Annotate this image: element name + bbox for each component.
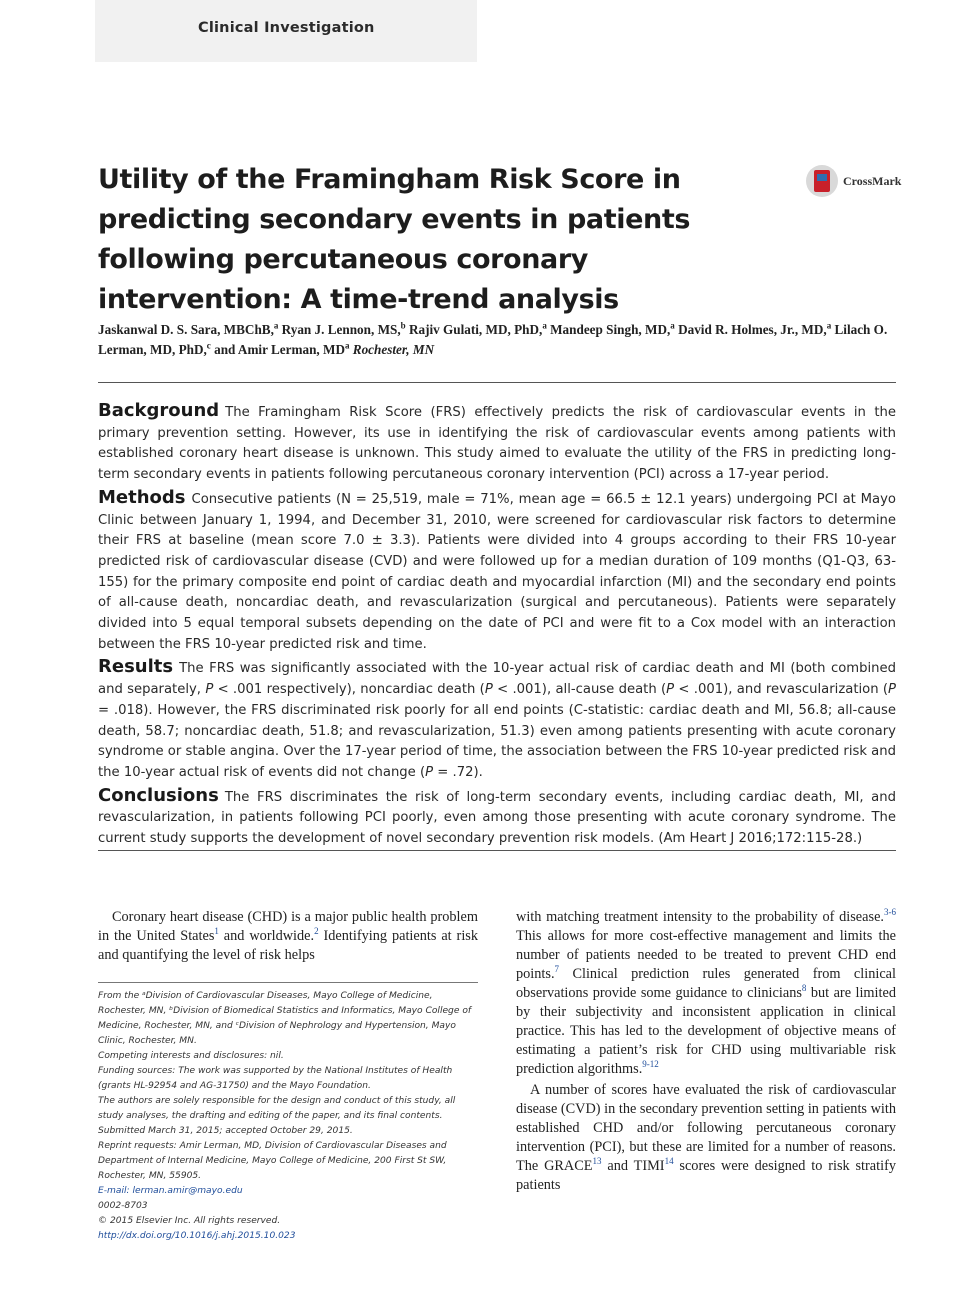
- reference-link[interactable]: 13: [592, 1156, 602, 1167]
- section-label: Clinical Investigation: [198, 20, 375, 36]
- body-column-right: [516, 908, 896, 1195]
- p-value-symbol: P: [666, 682, 675, 698]
- results-text: = .018). However, the FRS discriminated risk poorly for all end points (C-statistic: cardiac death and MI, 56.8; all-cause death, 58.7; noncardiac death, 51.8; and revascularization, 51.3) even among patients presenting with acute coronary syndrome or stable angina. Over the 17-year period of time, the association between the FRS 10-year predicted risk and the 10-year actual risk of events did not change (: [98, 702, 896, 780]
- abstract-top-rule: [98, 382, 896, 383]
- results-text: < .001 respectively), noncardiac death (: [217, 682, 485, 698]
- abstract-background: [98, 401, 896, 486]
- abstract-methods: [98, 488, 896, 656]
- crossmark-icon: [806, 165, 838, 197]
- body-text: A number of scores have evaluated the risk of cardiovascular disease (CVD) in the secondary prevention setting in patients with established CHD and/or following percutaneous coronary intervention (PCI), but these are limited for a number of reasons. The GRACE: [516, 1082, 896, 1174]
- results-text: The FRS was significantly associated with the 10-year actual risk of cardiac death and MI (both combined and separately,: [98, 661, 896, 698]
- abstract-bottom-rule: [98, 850, 896, 851]
- abstract-results: [98, 657, 896, 783]
- body-column-left: [98, 908, 478, 965]
- methods-heading: Methods: [98, 486, 186, 508]
- affiliation-mark: b: [400, 320, 406, 331]
- body-paragraph: [98, 908, 478, 965]
- author-list: [98, 320, 898, 360]
- footnote-responsibility: The authors are solely responsible for the design and conduct of this study, all study analyses, the drafting and editing of the paper, and its final contents.: [98, 1096, 456, 1121]
- results-heading: Results: [98, 656, 174, 678]
- body-text: Clinical prediction rules generated from clinical observations provide some guidance to clinicians: [516, 966, 896, 1001]
- methods-text: Consecutive patients (N = 25,519, male = 71%, mean age = 66.5 ± 12.1 years) undergoing PCI at Mayo Clinic between January 1, 1994, and December 31, 2010, were screened for cardiovascular risk factors to determine their FRS at baseline (mean score 7.0 ± 3.3). Patients were divided into 4 groups according to their FRS 10-year predicted risk of cardiovascular disease (CVD) and were followed up for a median duration of 109 months (Q1-Q3, 63-155) for the primary composite end point of cardiac death and myocardial infarction (MI) and the secondary end points of all-cause death, noncardiac death, and revascularization (surgical and percutaneous). Patients were separately divided into 5 equal temporal subsets depending on the date of PCI and were fit to a Cox model with an interaction between the FRS 10-year predicted risk and time.: [98, 491, 896, 652]
- body-text: Coronary heart disease (CHD) is a major public health problem in the United States: [98, 909, 478, 944]
- reference-link[interactable]: 9-12: [642, 1059, 659, 1070]
- crossmark-badge[interactable]: [806, 165, 902, 197]
- p-value-symbol: P: [205, 682, 214, 698]
- abstract: [98, 401, 896, 850]
- reference-link[interactable]: 1: [214, 926, 219, 937]
- reference-link[interactable]: 8: [801, 983, 807, 994]
- body-text: Identifying patients at risk and quantifying the level of risk helps: [98, 928, 479, 963]
- author-name: Ryan J. Lennon, MS,: [281, 322, 401, 337]
- article-title: Utility of the Framingham Risk Score in predicting secondary events in patients following percutaneous coronary intervention: A time-trend analysis: [98, 164, 690, 315]
- body-paragraph: [516, 1081, 896, 1195]
- affiliation-mark: a: [345, 340, 350, 351]
- conclusions-text: The FRS discriminates the risk of long-term secondary events, including cardiac death, MI, and revascularization, in patients following PCI poorly, even among those presenting with acute coronary syndrome. The current study supports the development of novel secondary prevention risk models. (Am Heart J 2016;172:115-28.): [98, 789, 896, 847]
- conclusions-heading: Conclusions: [98, 784, 219, 806]
- footnote-doi-link[interactable]: http://dx.doi.org/10.1016/j.ahj.2015.10.023: [98, 1231, 296, 1241]
- body-text: but are limited by their subjectivity and inconsistent application in clinical practice. This has led to the development of objective means of estimating a patient’s risk for CHD using multivariable risk prediction algorithms.: [516, 985, 896, 1077]
- affiliation-mark: c: [206, 340, 211, 351]
- p-value-symbol: P: [484, 682, 493, 698]
- author-location: Rochester, MN: [352, 342, 435, 357]
- body-paragraph: [516, 908, 896, 1079]
- p-value-symbol: P: [888, 682, 896, 698]
- author-name: and Amir Lerman, MD: [214, 342, 345, 357]
- background-heading: Background: [98, 400, 220, 421]
- author-name: Rajiv Gulati, MD, PhD,: [408, 322, 543, 337]
- reference-link[interactable]: 7: [554, 964, 560, 975]
- section-tab: [95, 0, 477, 62]
- p-value-symbol: P: [425, 764, 434, 780]
- results-text: = .72).: [437, 764, 483, 780]
- author-name: Lilach O. Lerman, MD, PhD,: [98, 322, 888, 357]
- body-text: and TIMI: [601, 1158, 665, 1174]
- results-text: < .001), all-cause death (: [497, 682, 667, 698]
- affiliation-mark: a: [273, 320, 279, 331]
- footnote-funding: Funding sources: The work was supported by the National Institutes of Health (grants HL-92954 and AG-31750) and the Mayo Foundation.: [98, 1066, 453, 1091]
- footnote-dates: Submitted March 31, 2015; accepted October 29, 2015.: [98, 1126, 353, 1136]
- footnote-reprint: Reprint requests: Amir Lerman, MD, Division of Cardiovascular Diseases and Department of Internal Medicine, Mayo College of Medicine, 200 First St SW, Rochester, MN, 55905.: [98, 1141, 447, 1181]
- body-text: This allows for more cost-effective management and limits the number of patients needed to be treated to prevent CHD end points.: [516, 928, 896, 982]
- footnotes: [98, 982, 478, 1244]
- footnote-competing-interests: Competing interests and disclosures: nil.: [98, 1051, 284, 1061]
- footnote-issn: 0002-8703: [98, 1201, 148, 1211]
- body-text: scores were designed to risk stratify patients: [516, 1158, 896, 1193]
- crossmark-label: CrossMark: [843, 174, 902, 188]
- footnote-affiliations: From the ᵃDivision of Cardiovascular Diseases, Mayo College of Medicine, Rochester, MN, ᵇDivision of Biomedical Statistics and Informatics, Mayo College of Medicine, Rochester, MN, and ᶜDivision of Nephrology and Hypertension, Mayo Clinic, Rochester, MN.: [98, 991, 472, 1046]
- footnote-copyright: © 2015 Elsevier Inc. All rights reserved.: [98, 1216, 281, 1226]
- background-text: The Framingham Risk Score (FRS) effectively predicts the risk of cardiovascular events in the primary prevention setting. However, its use in identifying the risk of cardiovascular events among patients with established coronary heart disease is unknown. This study aimed to evaluate the utility of the FRS in predicting long-term secondary events in patients following percutaneous coronary intervention (PCI) across a 17-year period.: [98, 405, 896, 483]
- reference-link[interactable]: 2: [314, 926, 319, 937]
- author-name: Jaskanwal D. S. Sara, MBChB,: [98, 322, 274, 337]
- author-name: Mandeep Singh, MD,: [550, 322, 671, 337]
- reference-link[interactable]: 14: [664, 1156, 674, 1167]
- author-name: David R. Holmes, Jr., MD,: [678, 322, 827, 337]
- footnote-email-link[interactable]: E-mail: lerman.amir@mayo.edu: [98, 1186, 243, 1196]
- abstract-conclusions: [98, 786, 896, 850]
- results-text: < .001), and revascularization (: [678, 682, 889, 698]
- affiliation-mark: a: [542, 320, 547, 331]
- affiliation-mark: a: [670, 320, 675, 331]
- affiliation-mark: a: [826, 320, 832, 331]
- reference-link[interactable]: 3-6: [884, 907, 896, 918]
- body-text: and worldwide.: [218, 928, 315, 944]
- body-text: with matching treatment intensity to the probability of disease.: [516, 909, 884, 925]
